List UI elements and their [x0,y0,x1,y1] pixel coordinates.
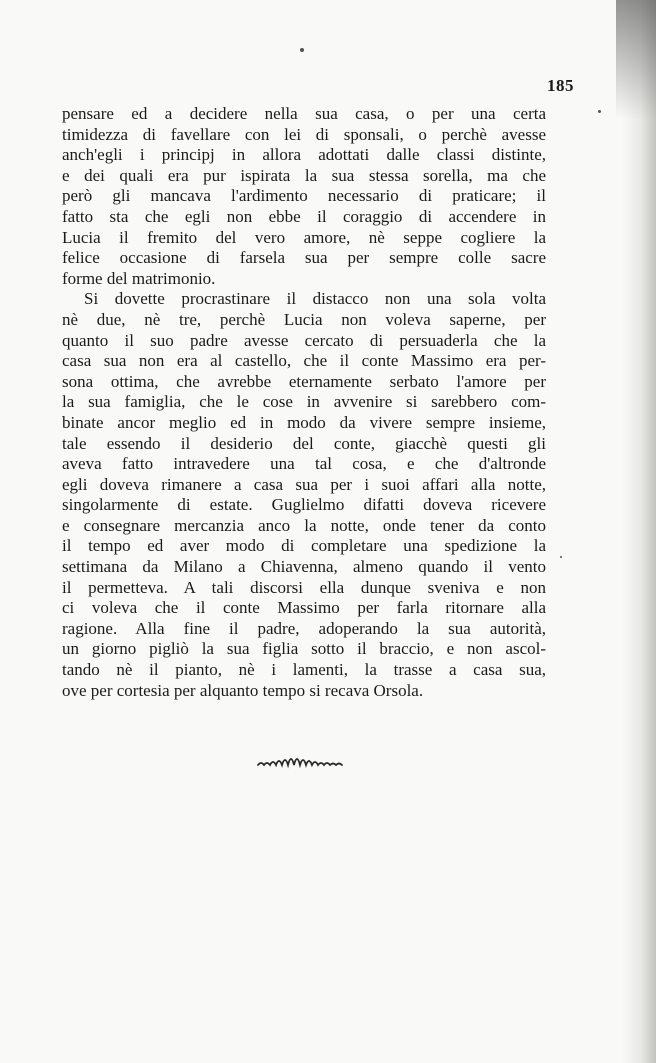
text-line: felice occasione di farsela sua per sempre colle sacre [62,248,546,268]
paragraph-start-line: Si dovette procrastinare il distacco non una sola volta [84,289,546,309]
text-line: un giorno pigliò la sua figlia sotto il braccio, e non ascol- [62,639,546,659]
text-line: binate ancor meglio ed in modo da vivere sempre insieme, [62,412,546,432]
text-line: singolarmente di estate. Guglielmo difatti doveva ricevere [62,495,546,515]
text-line: timidezza di favellare con lei di sponsali, o perchè avesse [62,124,546,144]
text-line: il tempo ed aver modo di completare una spedizione la [62,536,546,556]
text-line: quanto il suo padre avesse cercato di persuaderla che la [62,330,546,350]
text-line: pensare ed a decidere nella sua casa, o per una certa [62,104,546,123]
ornamental-divider [256,752,366,770]
text-line: però gli mancava l'ardimento necessario di praticare; il [62,186,546,206]
text-line: e consegnare mercanzia anco la notte, onde tener da conto [62,515,546,535]
text-line: tale essendo il desiderio del conte, giacchè questi gli [62,433,546,453]
text-line: nè due, nè tre, perchè Lucia non voleva saperne, per [62,309,546,329]
text-line: forme del matrimonio. [62,268,216,288]
text-line: e dei quali era pur ispirata la sua stessa sorella, ma che [62,165,546,185]
page-corner-shadow [616,0,656,120]
text-line: la sua famiglia, che le cose in avvenire si sarebbero com- [62,392,546,412]
text-line: fatto sta che egli non ebbe il coraggio di accendere in [62,206,546,226]
page-number: 185 [547,76,574,95]
print-speck [598,110,601,113]
text-line: il permetteva. A tali discorsi ella dunque sveniva e non [62,577,546,597]
text-line: ci voleva che il conte Massimo per farla ritornare alla [62,598,546,618]
text-line: egli doveva rimanere a casa sua per i suoi affari alla notte, [62,474,546,494]
print-speck [300,48,304,52]
text-line: anch'egli i principj in allora adottati dalle classi distinte, [62,145,546,165]
text-line: settimana da Milano a Chiavenna, almeno quando il vento [62,557,546,577]
text-line: Lucia il fremito del vero amore, nè seppe cogliere la [62,227,546,247]
print-speck [560,556,562,558]
text-line: aveva fatto intravedere una tal cosa, e che d'altronde [62,454,546,474]
body-text [62,104,546,701]
page-edge-shadow [622,0,656,1063]
text-line: ove per cortesia per alquanto tempo si recava Orsola. [62,680,424,700]
text-line: ragione. Alla fine il padre, adoperando la sua autorità, [62,618,546,638]
text-line: tando nè il pianto, nè i lamenti, la trasse a casa sua, [62,660,546,680]
text-line: casa sua non era al castello, che il conte Massimo era per- [62,351,546,371]
text-line: sona ottima, che avrebbe eternamente serbato l'amore per [62,371,546,391]
